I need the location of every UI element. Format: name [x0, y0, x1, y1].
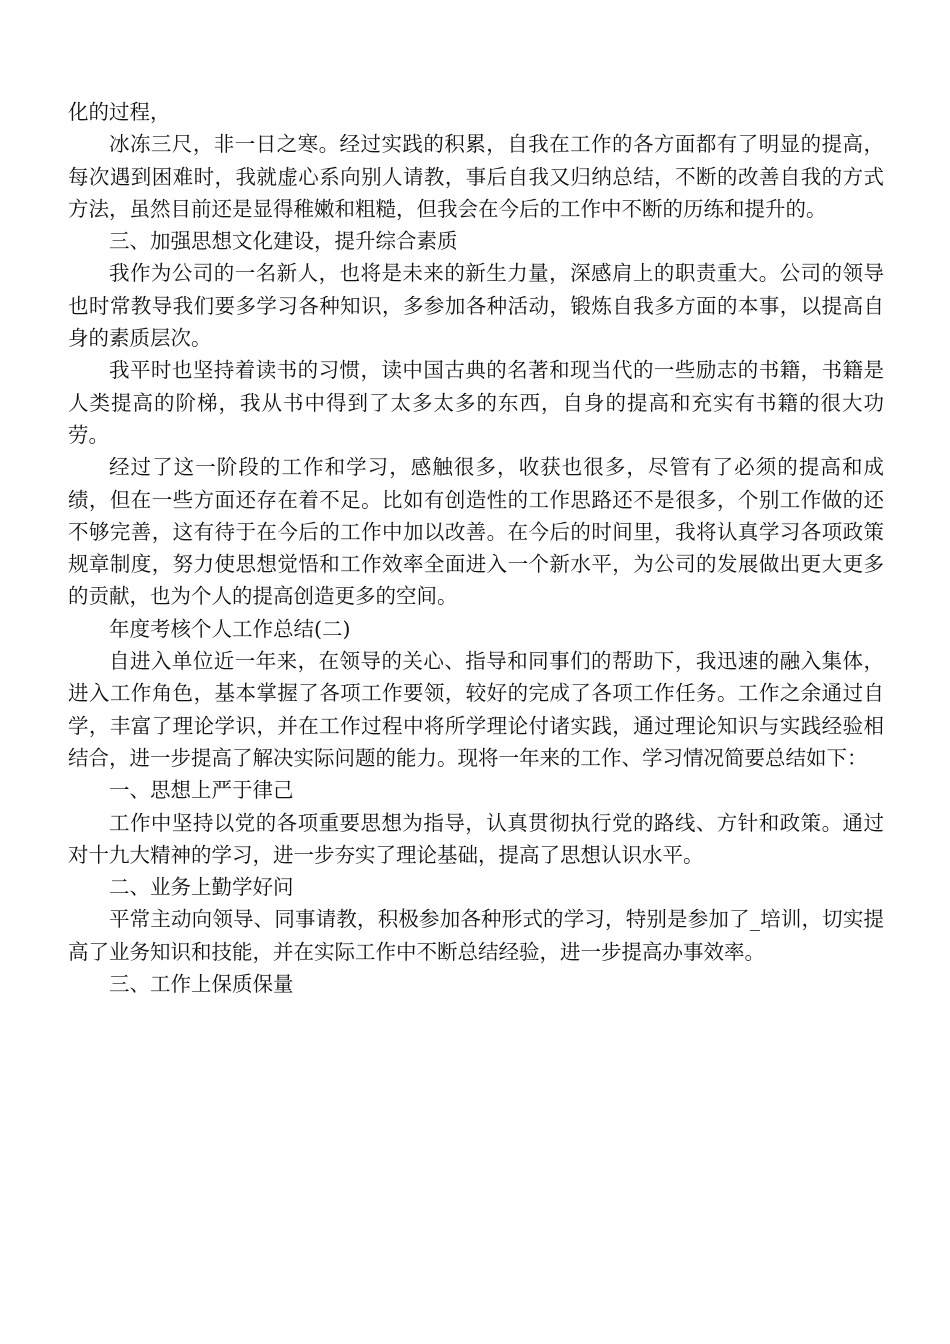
paragraph-4: 我作为公司的一名新人，也将是未来的新生力量，深感肩上的职责重大。公司的领导也时常教导我们要多学习各种知识，多参加各种活动，锻炼自我多方面的本事，以提高自身的素质层次。 — [68, 261, 884, 351]
paragraph-8: 自进入单位近一年来，在领导的关心、指导和同事们的帮助下，我迅速的融入集体，进入工作角色，基本掌握了各项工作要领，较好的完成了各项工作任务。工作之余通过自学，丰富了理论学识，并在工作过程中将所学理论付诸实践，通过理论知识与实践经验相结合，进一步提高了解决实际问题的能力。现将一年来的工作、学习情况简要总结如下： — [68, 649, 884, 770]
document-page — [68, 96, 884, 1000]
section-heading-3b: 三、工作上保质保量 — [109, 972, 294, 997]
paragraph-5: 我平时也坚持着读书的习惯，读中国古典的名著和现当代的一些励志的书籍，书籍是人类提高的阶梯，我从书中得到了太多太多的东西，自身的提高和充实有书籍的很大功劳。 — [68, 358, 884, 447]
section-heading-2: 二、业务上勤学好问 — [109, 875, 294, 900]
paragraph-1: 化的过程， — [68, 100, 171, 124]
paragraph-12: 平常主动向领导、同事请教，积极参加各种形式的学习，特别是参加了_培训，切实提高了业务知识和技能，并在实际工作中不断总结经验，进一步提高办事效率。 — [68, 907, 884, 964]
paragraph-10: 工作中坚持以党的各项重要思想为指导，认真贯彻执行党的路线、方针和政策。通过对十九大精神的学习，进一步夯实了理论基础，提高了思想认识水平。 — [68, 810, 884, 867]
section-heading-1: 一、思想上严于律己 — [109, 778, 294, 803]
paragraph-2: 冰冻三尺，非一日之寒。经过实践的积累，自我在工作的各方面都有了明显的提高，每次遇到困难时，我就虚心系向别人请教，事后自我又归纳总结，不断的改善自我的方式方法，虽然目前还是显得稚嫩和粗糙，但我会在今后的工作中不断的历练和提升的。 — [68, 132, 884, 221]
section-heading-3: 三、加强思想文化建设，提升综合素质 — [109, 229, 458, 254]
document-title-2: 年度考核个人工作总结(二) — [109, 616, 351, 641]
paragraph-6: 经过了这一阶段的工作和学习，感触很多，收获也很多，尽管有了必须的提高和成绩，但在一些方面还存在着不足。比如有创造性的工作思路还不是很多，个别工作做的还不够完善，这有待于在今后的工作中加以改善。在今后的时间里，我将认真学习各项政策规章制度，努力使思想觉悟和工作效率全面进入一个新水平，为公司的发展做出更大更多的贡献，也为个人的提高创造更多的空间。 — [68, 455, 884, 609]
